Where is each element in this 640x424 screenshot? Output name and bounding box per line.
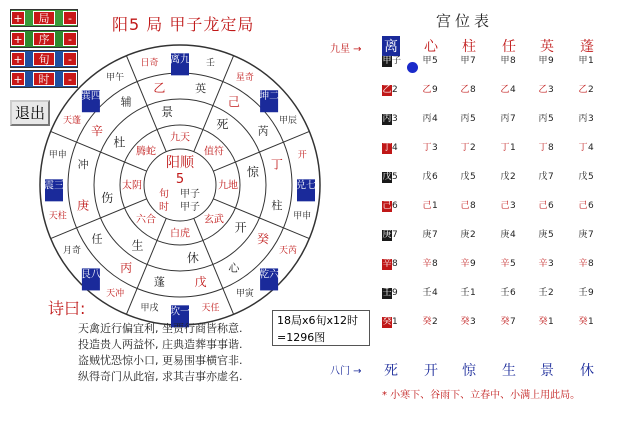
palace-cell bbox=[422, 85, 458, 109]
door-footer: 开 bbox=[424, 363, 438, 379]
cell-number: 5 bbox=[470, 172, 476, 182]
xun-label: 旬 bbox=[33, 52, 55, 66]
inner-deity-label: 值符 bbox=[203, 146, 224, 158]
cell-number: 1 bbox=[588, 317, 594, 327]
cell-stem: 庚 bbox=[422, 230, 432, 240]
cell-stem: 甲 bbox=[538, 56, 548, 66]
cell-stem: 丁 bbox=[578, 143, 588, 153]
cell-number: 1 bbox=[548, 317, 554, 327]
palace-cell bbox=[460, 143, 496, 167]
cell-number: 8 bbox=[470, 85, 476, 95]
cell-stem: 庚 bbox=[500, 230, 510, 240]
cell-stem: 戊 bbox=[538, 172, 548, 182]
cell-number: 1 bbox=[510, 143, 516, 153]
wheel-spoke bbox=[126, 56, 166, 152]
door-footer: 死 bbox=[384, 363, 398, 379]
cell-stem: 癸 bbox=[382, 317, 392, 327]
cell-number: 3 bbox=[548, 259, 554, 269]
wheel-spoke bbox=[126, 218, 166, 314]
cell-number: 3 bbox=[432, 143, 438, 153]
cell-number: 4 bbox=[432, 288, 438, 298]
cell-stem: 丙 bbox=[578, 114, 588, 124]
cell-number: 2 bbox=[392, 85, 398, 95]
poem-line-3: 盗贼忧恐惊小口, 更易围事横官非. bbox=[78, 354, 243, 367]
cell-stem: 丁 bbox=[460, 143, 470, 153]
star-label: 心 bbox=[228, 261, 240, 275]
palace-cell bbox=[382, 85, 418, 109]
star-label: 蓬 bbox=[153, 275, 165, 289]
cell-stem: 壬 bbox=[382, 288, 392, 298]
cell-stem: 己 bbox=[422, 201, 432, 211]
palace-cell bbox=[500, 143, 536, 167]
palace-cell bbox=[578, 230, 614, 254]
cell-stem: 辛 bbox=[422, 259, 432, 269]
cell-number: 4 bbox=[510, 85, 516, 95]
poem-title: 诗曰: bbox=[48, 299, 86, 318]
star-header: 任 bbox=[502, 39, 516, 55]
palace-cell bbox=[500, 201, 536, 225]
star-label: 冲 bbox=[77, 158, 89, 172]
palace-cell bbox=[382, 56, 418, 80]
stem-label: 丙 bbox=[120, 261, 133, 276]
cell-number: 1 bbox=[470, 288, 476, 298]
qimen-wheel bbox=[30, 40, 330, 330]
cell-number: 8 bbox=[510, 56, 516, 66]
cell-stem: 庚 bbox=[538, 230, 548, 240]
stem-label: 辛 bbox=[90, 124, 103, 139]
palace-label: 离九 bbox=[170, 54, 190, 66]
ju-control bbox=[10, 9, 78, 27]
formula-line-1: 18局x6旬x12时 bbox=[277, 314, 359, 327]
cell-number: 6 bbox=[588, 201, 594, 211]
cell-number: 8 bbox=[432, 259, 438, 269]
door-footer: 生 bbox=[502, 363, 516, 379]
ju-label: 局 bbox=[33, 11, 55, 25]
cell-stem: 甲 bbox=[460, 56, 470, 66]
outer-stem-label: 甲午 bbox=[106, 72, 125, 83]
palace-label: 艮八 bbox=[80, 269, 101, 281]
palace-cell bbox=[382, 172, 418, 196]
cell-number: 7 bbox=[588, 230, 594, 240]
cell-number: 7 bbox=[470, 56, 476, 66]
door-label: 惊 bbox=[246, 165, 259, 180]
palace-cell bbox=[500, 317, 536, 341]
star-header: 蓬 bbox=[580, 39, 594, 55]
outer-stem-label: 月奇 bbox=[62, 245, 82, 256]
door-label: 休 bbox=[186, 250, 199, 265]
cell-stem: 戊 bbox=[578, 172, 588, 182]
shi-plus-button[interactable]: + bbox=[11, 72, 25, 86]
outer-stem-label: 甲辰 bbox=[278, 116, 298, 127]
palace-cell bbox=[578, 56, 614, 80]
center-shi-value: 甲子 bbox=[180, 202, 200, 213]
door-footer: 惊 bbox=[462, 363, 476, 379]
cell-number: 1 bbox=[588, 56, 594, 66]
cell-number: 5 bbox=[432, 56, 438, 66]
cell-stem: 甲 bbox=[578, 56, 588, 66]
cell-stem: 丁 bbox=[382, 143, 392, 153]
cell-number: 3 bbox=[470, 317, 476, 327]
cell-stem: 戊 bbox=[382, 172, 392, 182]
cell-stem: 丁 bbox=[538, 143, 548, 153]
palace-cell bbox=[538, 172, 574, 196]
palace-cell bbox=[578, 143, 614, 167]
palace-cell bbox=[382, 230, 418, 254]
star-header: 心 bbox=[424, 39, 438, 55]
inner-deity-label: 九天 bbox=[170, 132, 190, 144]
center-xun-value: 甲子 bbox=[180, 189, 200, 200]
cell-number: 8 bbox=[392, 259, 398, 269]
palace-cell bbox=[578, 259, 614, 283]
cell-stem: 己 bbox=[500, 201, 510, 211]
palace-cell bbox=[422, 317, 458, 341]
cell-stem: 壬 bbox=[500, 288, 510, 298]
cell-number: 7 bbox=[510, 114, 516, 124]
palace-cell bbox=[578, 114, 614, 138]
inner-deity-label: 白虎 bbox=[170, 228, 190, 240]
cell-number: 3 bbox=[510, 201, 516, 211]
poem-line-1: 天禽近行偏宜利, 坐贾行商皆称意. bbox=[78, 322, 243, 335]
door-label: 生 bbox=[131, 238, 144, 253]
outer-misc-label: 星奇 bbox=[235, 72, 254, 83]
palace-cell bbox=[422, 288, 458, 312]
palace-cell bbox=[538, 230, 574, 254]
cell-number: 4 bbox=[392, 143, 398, 153]
cell-number: 8 bbox=[588, 259, 594, 269]
cell-stem: 丙 bbox=[422, 114, 432, 124]
cell-stem: 癸 bbox=[460, 317, 470, 327]
cell-stem: 壬 bbox=[422, 288, 432, 298]
palace-cell bbox=[382, 143, 418, 167]
cell-stem: 癸 bbox=[578, 317, 588, 327]
star-label: 芮 bbox=[257, 124, 269, 138]
cell-stem: 辛 bbox=[460, 259, 470, 269]
palace-cell bbox=[460, 317, 496, 341]
cell-number: 9 bbox=[432, 85, 438, 95]
outer-stem-label: 壬 bbox=[205, 58, 215, 69]
cell-number: 7 bbox=[392, 230, 398, 240]
palace-cell bbox=[538, 114, 574, 138]
cell-number: 4 bbox=[510, 230, 516, 240]
outer-misc-label: 日奇 bbox=[140, 58, 159, 69]
palace-cell bbox=[382, 259, 418, 283]
inner-deity-label: 太阴 bbox=[122, 180, 142, 192]
palace-label: 兑七 bbox=[296, 180, 316, 192]
cell-number: 8 bbox=[548, 143, 554, 153]
page-title: 阳5 局 甲子龙定局 bbox=[112, 15, 255, 34]
xun-minus-button[interactable]: - bbox=[63, 52, 77, 66]
cell-stem: 丙 bbox=[382, 114, 392, 124]
palace-cell bbox=[460, 201, 496, 225]
palace-cell bbox=[538, 56, 574, 80]
inner-deity-label: 腾蛇 bbox=[136, 146, 157, 158]
door-footer: 休 bbox=[580, 363, 594, 379]
table-title: 宫位表 bbox=[436, 12, 494, 30]
stem-label: 丁 bbox=[270, 157, 283, 172]
palace-cell bbox=[500, 288, 536, 312]
palace-cell bbox=[500, 85, 536, 109]
palace-cell bbox=[500, 259, 536, 283]
palace-cell bbox=[538, 85, 574, 109]
cell-number: 3 bbox=[548, 85, 554, 95]
stem-label: 乙 bbox=[153, 81, 166, 96]
ju-minus-button[interactable]: - bbox=[63, 11, 77, 25]
outer-misc-label: 天冲 bbox=[106, 289, 125, 300]
palace-cell bbox=[538, 288, 574, 312]
xu-label: 序 bbox=[33, 32, 55, 46]
cell-number: 6 bbox=[392, 201, 398, 211]
cell-stem: 乙 bbox=[422, 85, 432, 95]
xu-plus-button[interactable]: + bbox=[11, 32, 25, 46]
cell-number: 9 bbox=[588, 288, 594, 298]
shi-minus-button[interactable]: - bbox=[63, 72, 77, 86]
inner-deity-label: 九地 bbox=[218, 180, 238, 192]
cell-number: 5 bbox=[548, 114, 554, 124]
outer-stem-label: 甲申 bbox=[293, 211, 312, 222]
cell-number: 1 bbox=[432, 201, 438, 211]
xu-minus-button[interactable]: - bbox=[63, 32, 77, 46]
cell-number: 7 bbox=[432, 230, 438, 240]
palace-cell bbox=[422, 259, 458, 283]
palace-cell bbox=[538, 317, 574, 341]
cell-stem: 甲 bbox=[500, 56, 510, 66]
star-label: 柱 bbox=[271, 199, 283, 213]
palace-cell bbox=[578, 288, 614, 312]
cell-number: 2 bbox=[432, 317, 438, 327]
palace-cell bbox=[422, 172, 458, 196]
star-header: 英 bbox=[540, 39, 554, 55]
cell-number: 5 bbox=[548, 230, 554, 240]
door-footer: 景 bbox=[540, 363, 554, 379]
formula-line-2: =1296图 bbox=[277, 331, 326, 344]
palace-label: 巽四 bbox=[80, 91, 101, 103]
cell-stem: 甲 bbox=[382, 56, 392, 66]
cell-stem: 己 bbox=[382, 201, 392, 211]
cell-number: 9 bbox=[470, 259, 476, 269]
formula-box bbox=[272, 310, 370, 346]
palace-cell bbox=[538, 143, 574, 167]
star-header: 离 bbox=[382, 36, 400, 56]
palace-label: 坎一 bbox=[170, 306, 190, 318]
door-label: 杜 bbox=[113, 135, 126, 150]
star-header: 柱 bbox=[462, 39, 476, 55]
inner-deity-label: 六合 bbox=[136, 214, 157, 226]
stem-label: 己 bbox=[227, 94, 240, 109]
cell-number: 8 bbox=[470, 201, 476, 211]
jiuxing-label: 九星 → bbox=[330, 44, 362, 55]
stem-label: 庚 bbox=[77, 198, 90, 213]
outer-misc-label: 天芮 bbox=[278, 245, 298, 256]
palace-cell bbox=[538, 259, 574, 283]
cell-stem: 丙 bbox=[500, 114, 510, 124]
cell-stem: 辛 bbox=[500, 259, 510, 269]
outer-misc-label: 天蓬 bbox=[62, 116, 82, 127]
cell-stem: 癸 bbox=[422, 317, 432, 327]
cell-number: 2 bbox=[470, 230, 476, 240]
center-xun-label: 旬 bbox=[159, 189, 169, 200]
cell-number: 6 bbox=[548, 201, 554, 211]
palace-cell bbox=[500, 56, 536, 80]
cell-number: 9 bbox=[392, 288, 398, 298]
cell-stem: 戊 bbox=[460, 172, 470, 182]
center-shi-label: 时 bbox=[159, 202, 169, 213]
outer-stem-label: 甲申 bbox=[48, 150, 67, 161]
bamen-label: 八门 → bbox=[330, 366, 362, 377]
inner-deity-label: 玄武 bbox=[203, 214, 224, 226]
palace-cell bbox=[382, 288, 418, 312]
cell-number: 7 bbox=[510, 317, 516, 327]
cell-stem: 己 bbox=[538, 201, 548, 211]
cell-number: 6 bbox=[510, 288, 516, 298]
cell-stem: 乙 bbox=[500, 85, 510, 95]
cell-stem: 乙 bbox=[578, 85, 588, 95]
cell-stem: 癸 bbox=[538, 317, 548, 327]
cell-number: 2 bbox=[510, 172, 516, 182]
palace-cell bbox=[500, 172, 536, 196]
cell-number: 6 bbox=[432, 172, 438, 182]
cell-stem: 癸 bbox=[500, 317, 510, 327]
exit-button[interactable]: 退出 bbox=[10, 100, 50, 126]
footnote: * 小寒下、谷雨下、立春中、小满上用此局。 bbox=[382, 390, 581, 401]
cell-number: 5 bbox=[470, 114, 476, 124]
cell-number: 3 bbox=[392, 114, 398, 124]
cell-stem: 甲 bbox=[422, 56, 432, 66]
center-number: 5 bbox=[175, 172, 185, 187]
outer-stem-label: 甲戌 bbox=[140, 303, 159, 314]
palace-cell bbox=[460, 259, 496, 283]
cell-number: 1 bbox=[392, 317, 398, 327]
cell-number: 5 bbox=[392, 172, 398, 182]
stem-label: 癸 bbox=[257, 231, 270, 246]
cell-stem: 庚 bbox=[460, 230, 470, 240]
palace-cell bbox=[460, 230, 496, 254]
cell-number: 2 bbox=[588, 85, 594, 95]
palace-label: 震三 bbox=[44, 180, 64, 192]
ju-plus-button[interactable]: + bbox=[11, 11, 25, 25]
cell-number: 3 bbox=[588, 114, 594, 124]
poem-line-4: 纵得奇门从此宿, 求其吉事亦虚名. bbox=[78, 370, 243, 383]
cell-stem: 乙 bbox=[538, 85, 548, 95]
cell-stem: 辛 bbox=[538, 259, 548, 269]
palace-cell bbox=[422, 201, 458, 225]
cell-stem: 庚 bbox=[578, 230, 588, 240]
palace-cell bbox=[578, 85, 614, 109]
center-direction: 阳顺 bbox=[166, 155, 194, 171]
palace-cell bbox=[578, 317, 614, 341]
palace-cell bbox=[382, 114, 418, 138]
palace-label: 乾六 bbox=[259, 269, 280, 281]
cell-stem: 己 bbox=[578, 201, 588, 211]
cell-stem: 壬 bbox=[460, 288, 470, 298]
cell-stem: 乙 bbox=[460, 85, 470, 95]
outer-misc-label: 天任 bbox=[201, 303, 220, 314]
door-label: 景 bbox=[161, 105, 174, 120]
palace-cell bbox=[460, 85, 496, 109]
cell-stem: 己 bbox=[460, 201, 470, 211]
palace-cell bbox=[382, 201, 418, 225]
palace-cell bbox=[578, 201, 614, 225]
palace-cell bbox=[500, 114, 536, 138]
palace-cell bbox=[422, 143, 458, 167]
poem-line-2: 投造贵人两益怀, 庄典造葬事事谐. bbox=[78, 338, 243, 351]
xun-plus-button[interactable]: + bbox=[11, 52, 25, 66]
palace-cell bbox=[382, 317, 418, 341]
cell-number: 7 bbox=[548, 172, 554, 182]
cell-number: 4 bbox=[588, 143, 594, 153]
star-label: 辅 bbox=[120, 95, 132, 109]
palace-cell bbox=[422, 230, 458, 254]
cell-number: 4 bbox=[432, 114, 438, 124]
palace-cell bbox=[500, 230, 536, 254]
palace-cell bbox=[538, 201, 574, 225]
palace-cell bbox=[422, 56, 458, 80]
star-label: 英 bbox=[195, 81, 207, 95]
cell-stem: 戊 bbox=[500, 172, 510, 182]
cell-stem: 辛 bbox=[578, 259, 588, 269]
outer-stem-label: 甲寅 bbox=[235, 289, 254, 300]
cell-stem: 丙 bbox=[538, 114, 548, 124]
stem-label: 戊 bbox=[194, 274, 207, 289]
cell-stem: 丁 bbox=[500, 143, 510, 153]
door-label: 开 bbox=[234, 220, 247, 235]
palace-label: 坤二 bbox=[259, 91, 280, 103]
cell-stem: 戊 bbox=[422, 172, 432, 182]
cell-number: 9 bbox=[548, 56, 554, 66]
palace-cell bbox=[578, 172, 614, 196]
door-label: 死 bbox=[216, 117, 229, 132]
palace-cell bbox=[460, 56, 496, 80]
palace-cell bbox=[422, 114, 458, 138]
cell-number: 5 bbox=[588, 172, 594, 182]
cell-stem: 辛 bbox=[382, 259, 392, 269]
cell-number: 5 bbox=[510, 259, 516, 269]
outer-misc-label: 天柱 bbox=[48, 211, 67, 222]
cell-stem: 庚 bbox=[382, 230, 392, 240]
cell-stem: 丁 bbox=[422, 143, 432, 153]
shi-label: 时 bbox=[33, 72, 55, 86]
palace-cell bbox=[460, 114, 496, 138]
cell-number: 2 bbox=[470, 143, 476, 153]
cell-number: 2 bbox=[548, 288, 554, 298]
door-label: 伤 bbox=[101, 190, 114, 205]
palace-cell bbox=[460, 172, 496, 196]
cell-stem: 丙 bbox=[460, 114, 470, 124]
star-label: 任 bbox=[91, 232, 103, 246]
cell-number: 子 bbox=[392, 56, 402, 66]
outer-misc-label: 开 bbox=[297, 150, 307, 161]
cell-stem: 壬 bbox=[538, 288, 548, 298]
cell-stem: 乙 bbox=[382, 85, 392, 95]
palace-cell bbox=[460, 288, 496, 312]
cell-stem: 壬 bbox=[578, 288, 588, 298]
